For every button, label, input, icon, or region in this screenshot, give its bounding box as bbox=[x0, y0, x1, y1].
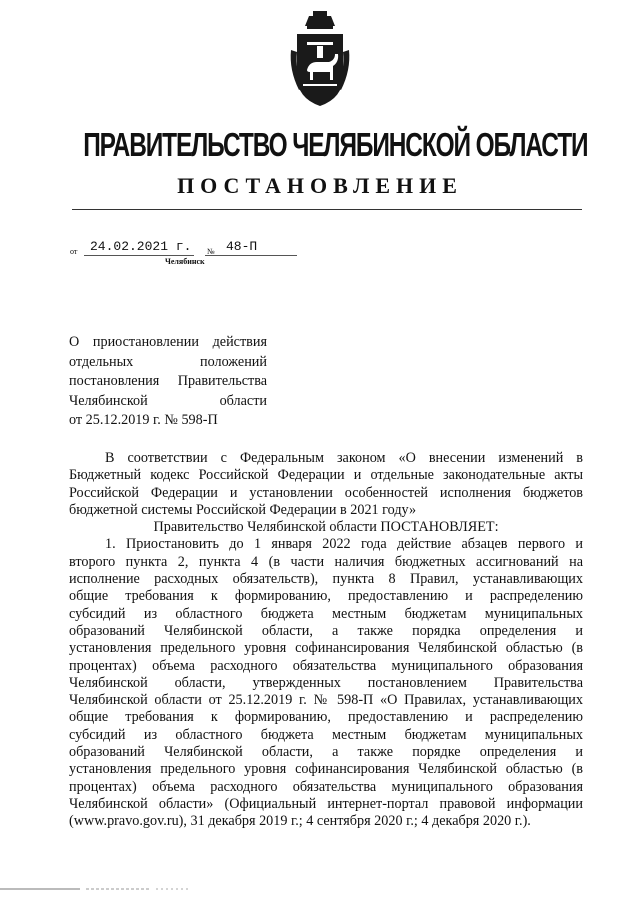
item1-line: установления предельного уровня софинансирования Челябинской областью (в bbox=[69, 761, 583, 778]
item1-line: исполнение расходных обязательств), пункта 8 Правил, устанавливающих bbox=[69, 571, 583, 588]
item1-line: процентах) объема расходного обязательства муниципального образования bbox=[69, 657, 583, 674]
subject-line: отдельных положений bbox=[69, 353, 267, 370]
document-type: ПОСТАНОВЛЕНИЕ bbox=[177, 173, 463, 198]
item1-line: субсидий из областного бюджета местным бюджетам муниципальных bbox=[69, 605, 583, 622]
preamble-line: бюджетной системы Российской Федерации в 2021 году» bbox=[69, 501, 417, 518]
item1-line: 1. Приостановить до 1 января 2022 года действие абзацев первого и bbox=[105, 536, 583, 553]
date-prefix: от bbox=[70, 247, 78, 256]
preamble-line: Российской Федерации и установлении особенностей исполнения бюджетов bbox=[69, 484, 583, 501]
item1-line: (www.pravo.gov.ru), 31 декабря 2019 г.; 4 сентября 2020 г.; 4 декабря 2020 г.). bbox=[69, 813, 531, 830]
item1-line: процентах) объема расходного обязательства муниципального образования bbox=[69, 778, 583, 795]
document-date: 24.02.2021 г. bbox=[90, 239, 192, 254]
item1-line: образований Челябинской области, а также порядка определения и bbox=[69, 622, 583, 639]
subject-line: Челябинской области bbox=[69, 392, 267, 409]
item1-line: Челябинской области, утвержденных постановлением Правительства bbox=[69, 674, 583, 691]
subject-line: постановления Правительства bbox=[69, 373, 267, 390]
government-title: ПРАВИТЕЛЬСТВО ЧЕЛЯБИНСКОЙ ОБЛАСТИ bbox=[83, 126, 588, 163]
subject-line: О приостановлении действия bbox=[69, 334, 267, 350]
item1-line: образований Челябинской области, а также порядке определения и bbox=[69, 744, 583, 761]
date-underline bbox=[84, 255, 194, 256]
item1-line: общие требования к формированию, предоставлению и распределению bbox=[69, 588, 583, 605]
number-prefix: № bbox=[207, 247, 215, 256]
preamble-line: Бюджетный кодекс Российской Федерации и отдельные законодательные акты bbox=[69, 467, 583, 484]
item1-line: Челябинской области» (Официальный интернет-портал правовой информации bbox=[69, 795, 583, 812]
subject-line: от 25.12.2019 г. № 598-П bbox=[69, 412, 218, 429]
coat-of-arms-icon bbox=[289, 10, 351, 110]
number-underline bbox=[205, 255, 297, 256]
city-label: Челябинск bbox=[165, 257, 205, 266]
scan-artifact-line bbox=[0, 886, 640, 892]
document-body bbox=[69, 450, 583, 831]
item1-line: Челябинской области от 25.12.2019 г. № 598-П «О Правилах, устанавливающих bbox=[69, 692, 583, 709]
header-divider bbox=[72, 209, 582, 210]
item1-line: второго пункта 2, пункта 4 (в части наличия бюджетных ассигнований на bbox=[69, 553, 583, 570]
document-subject bbox=[69, 333, 267, 431]
item1-line: субсидий из областного бюджета местным бюджетам муниципальных bbox=[69, 726, 583, 743]
resolves-line: Правительство Челябинской области ПОСТАНОВЛЯЕТ: bbox=[153, 519, 499, 536]
preamble-line: В соответствии с Федеральным законом «О внесении изменений в bbox=[105, 450, 583, 466]
document-number: 48-П bbox=[226, 239, 258, 254]
item1-line: общие требования к формированию, предоставлению и распределению bbox=[69, 709, 583, 726]
item1-line: установления предельного уровня софинансирования Челябинской областью (в bbox=[69, 640, 583, 657]
